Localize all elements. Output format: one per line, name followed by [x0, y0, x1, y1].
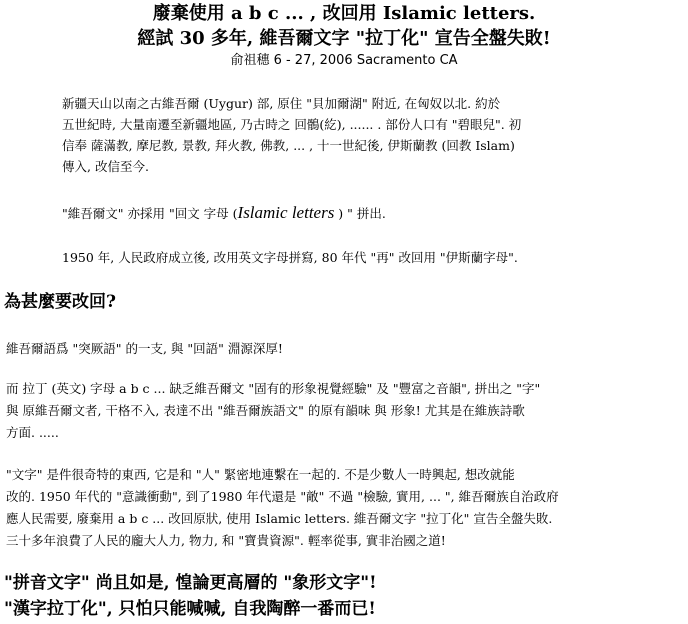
title-line-2: 經試 30 多年, 維吾爾文字 "拉丁化" 宣告全盤失敗! — [137, 28, 551, 49]
section-para-2-line-3: 方面. ..... — [6, 425, 59, 440]
author-date-line: 俞祖穗 6 - 27, 2006 Sacramento CA — [230, 53, 458, 68]
section-para-3-line-2: 改的. 1950 年代的 "意識衝動", 到了1980 年代還是 "敵" 不過 "檢驗, 實用, ... ", 維吾爾族自治政府 — [6, 489, 559, 504]
intro-para-2-prefix: "維吾爾文" 亦採用 "回文 字母 ( — [62, 206, 238, 221]
intro-para-3: 1950 年, 人民政府成立後, 改用英文字母拼寫, 80 年代 "再" 改回用 "伊斯蘭字母". — [62, 250, 518, 265]
intro-para-1-line-3: 信奉 薩滿教, 摩尼教, 景教, 拜火教, 佛教, ... , 十一世紀後, 伊斯蘭教 (回教 Islam) — [62, 138, 515, 153]
section-para-3-line-4: 三十多年浪費了人民的龐大人力, 物力, 和 "寶貴資源". 輕率從事, 實非治國之道! — [6, 533, 446, 548]
section-para-2-line-1: 而 拉丁 (英文) 字母 a b c ... 缺乏維吾爾文 "固有的形象視覺經驗" 及 "豐富之音韻", 拼出之 "字" — [6, 381, 541, 396]
intro-para-2 — [62, 204, 386, 223]
intro-para-1-line-4: 傳入, 改信至今. — [62, 159, 149, 174]
section-para-1: 維吾爾語爲 "突厥語" 的一支, 與 "回語" 淵源深厚! — [6, 341, 283, 356]
closing-line-2: "漢字拉丁化", 只怕只能喊喊, 自我陶醉一番而已! — [4, 599, 376, 619]
section-para-3-line-3: 應人民需要, 廢棄用 a b c ... 改回原狀, 使用 Islamic letters. 維吾爾文字 "拉丁化" 宣告全盤失敗. — [6, 511, 553, 526]
closing-line-1: "拼音文字" 尚且如是, 惶論更高層的 "象形文字"! — [4, 573, 377, 593]
section-para-3-line-1: "文字" 是件很奇特的東西, 它是和 "人" 緊密地連繫在一起的. 不是少數人一時興起, 想改就能 — [6, 467, 515, 482]
section-heading: 為甚麼要改回? — [4, 292, 116, 312]
intro-para-2-suffix: ) " 拼出. — [334, 206, 386, 221]
intro-para-1-line-1: 新疆天山以南之古維吾爾 (Uygur) 部, 原住 "貝加爾湖" 附近, 在匈奴以北. 約於 — [62, 96, 501, 111]
title-line-1: 廢棄使用 a b c ... , 改回用 Islamic letters. — [152, 3, 536, 24]
intro-para-1-line-2: 五世紀時, 大量南遷至新疆地區, 乃古時之 回鶻(紇), ...... . 部份人口有 "碧眼兒". 初 — [62, 117, 522, 132]
section-para-2-line-2: 與 原維吾爾文者, 干格不入, 表達不出 "維吾爾族語文" 的原有韻味 與 形象! 尤其是在維族詩歌 — [6, 403, 525, 418]
intro-para-2-italic: Islamic letters — [237, 203, 335, 222]
